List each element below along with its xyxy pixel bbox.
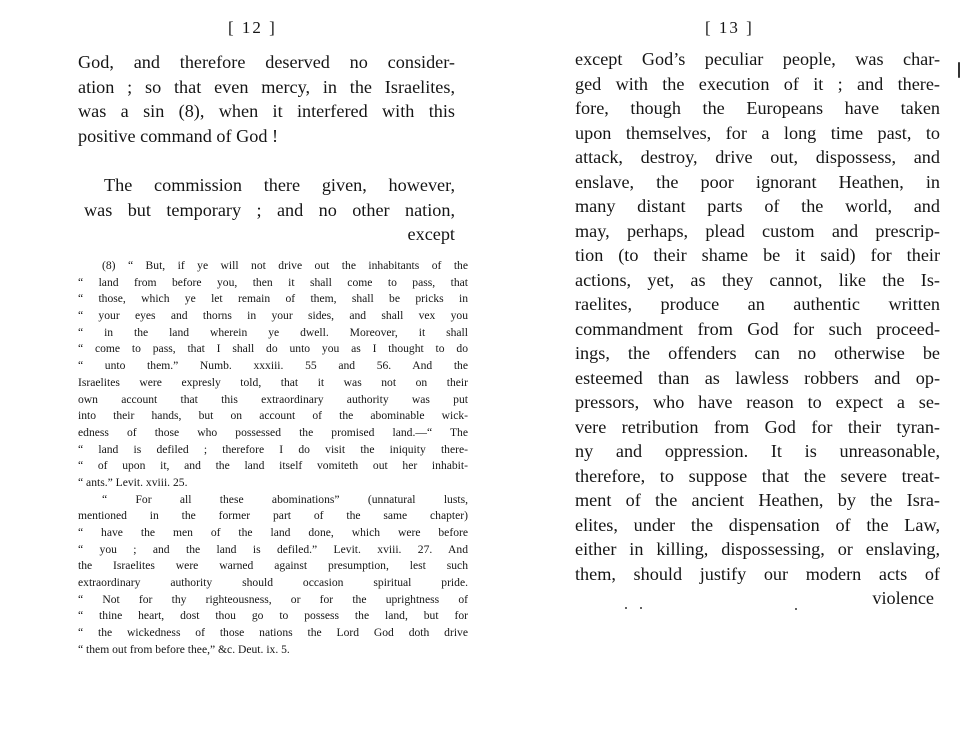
footnote-line: “ of upon it, and the land itself vomiteth out her inhabit- (78, 459, 468, 473)
text-line: was but temporary ; and no other nation, (84, 199, 455, 220)
catchword: except (407, 224, 455, 244)
paragraph-block (84, 173, 455, 247)
footnote-line: (8) “ But, if ye will not drive out the inhabitants of the (102, 259, 468, 272)
text-line: vere retribution from God for their tyran- (575, 416, 940, 437)
text-line: ged with the execution of it ; and there- (575, 73, 940, 94)
text-line: The commission there given, however, (104, 175, 455, 195)
text-line: ings, the offenders can no otherwise be (575, 343, 940, 363)
footnote-line: “ the wickedness of those nations the Lord God doth drive (78, 626, 468, 640)
text-line: enslave, the poor ignorant Heathen, in (575, 171, 940, 192)
footnote-line: mentioned in the former part of the same chapter) (78, 509, 468, 523)
text-line: tion (to their shame be it said) for their (575, 245, 940, 265)
text-line: ation ; so that even mercy, in the Israelites, (78, 76, 455, 97)
footnote-line: “ you ; and the land is defiled.” Levit. xviii. 27. And (78, 542, 468, 556)
text-line: positive command of God ! (78, 125, 279, 146)
footnote-block (78, 258, 468, 659)
footnote-line: “ For all these abominations” (unnatural lusts, (102, 492, 468, 506)
text-line: ny and oppression. It is unreasonable, (575, 441, 940, 461)
footnote-line: the Israelites were warned against presumption, lest such (78, 559, 468, 573)
page-number: [ 12 ] (228, 18, 277, 37)
footnote-line: “ come to pass, that I shall do unto you as I thought to do (78, 342, 468, 356)
footnote-line: “ thine heart, dost thou go to possess the land, but for (78, 609, 468, 623)
footnote-line: “ unto them.” Numb. xxxiii. 55 and 56. And the (78, 359, 468, 373)
footnote-line: edness of those who possessed the promised land.—“ The (78, 425, 468, 439)
text-line: was a sin (8), when it interfered with this (78, 101, 455, 121)
text-line: elites, under the dispensation of the Law, (575, 514, 940, 535)
text-line: may, perhaps, plead custom and prescrip- (575, 220, 940, 241)
text-line: attack, destroy, drive out, dispossess, and (575, 147, 940, 167)
text-line: upon themselves, for a long time past, to (575, 122, 940, 143)
text-line: them, should justify our modern acts of (575, 563, 940, 584)
footnote-line: “ in the land wherein ye dwell. Moreover, it shall (78, 325, 468, 339)
footnote-line: “ your eyes and thorns in your sides, and shall vex you (78, 309, 468, 323)
speck (795, 608, 797, 610)
text-line: ment of the ancient Heathen, by the Isra- (575, 490, 940, 510)
main-text-block (78, 50, 455, 148)
text-line: raelites, produce an authentic written (575, 294, 940, 314)
footnote-line: “ Not for thy righteousness, or for the uprightness of (78, 592, 468, 606)
footnote-line: “ them out from before thee,” &c. Deut. ix. 5. (78, 642, 290, 656)
footnote-line: own account that this extraordinary authority was put (78, 392, 468, 406)
text-line: fore, though the Europeans have taken (575, 98, 940, 118)
footnote-line: “ land is defiled ; therefore I do visit the iniquity there- (78, 442, 468, 456)
text-line: actions, yet, as they cannot, like the Is- (575, 269, 940, 290)
footnote-line: “ those, which ye let remain of them, shall be pricks in (78, 292, 468, 306)
text-line: therefore, to suppose that the severe treat- (575, 465, 940, 486)
right-page (490, 0, 980, 752)
footnote-line: “ land from before you, then it shall come to pass, that (78, 275, 468, 289)
catchword: violence (872, 588, 934, 608)
text-line: esteemed than as lawless robbers and op- (575, 367, 940, 388)
main-text-block (575, 47, 940, 611)
margin-mark (958, 62, 960, 78)
text-line: either in killing, dispossessing, or enslaving, (575, 539, 940, 559)
speck (625, 607, 627, 609)
speck (640, 607, 642, 609)
text-line: pressors, who have reason to expect a se- (575, 392, 940, 412)
footnote-line: Israelites were expresly told, that it was not on their (78, 375, 468, 389)
text-line: except God’s peculiar people, was char- (575, 49, 940, 69)
footnote-line: extraordinary authority should occasion spiritual pride. (78, 576, 468, 590)
page-number: [ 13 ] (705, 18, 754, 37)
footnote-line: “ have the men of the land done, which were before (78, 526, 468, 539)
footnote-line: “ ants.” Levit. xviii. 25. (78, 475, 188, 489)
text-line: commandment from God for such proceed- (575, 318, 940, 339)
text-line: God, and therefore deserved no consider- (78, 52, 455, 72)
text-line: many distant parts of the world, and (575, 196, 940, 216)
footnote-line: into their hands, but on account of the abominable wick- (78, 409, 468, 423)
